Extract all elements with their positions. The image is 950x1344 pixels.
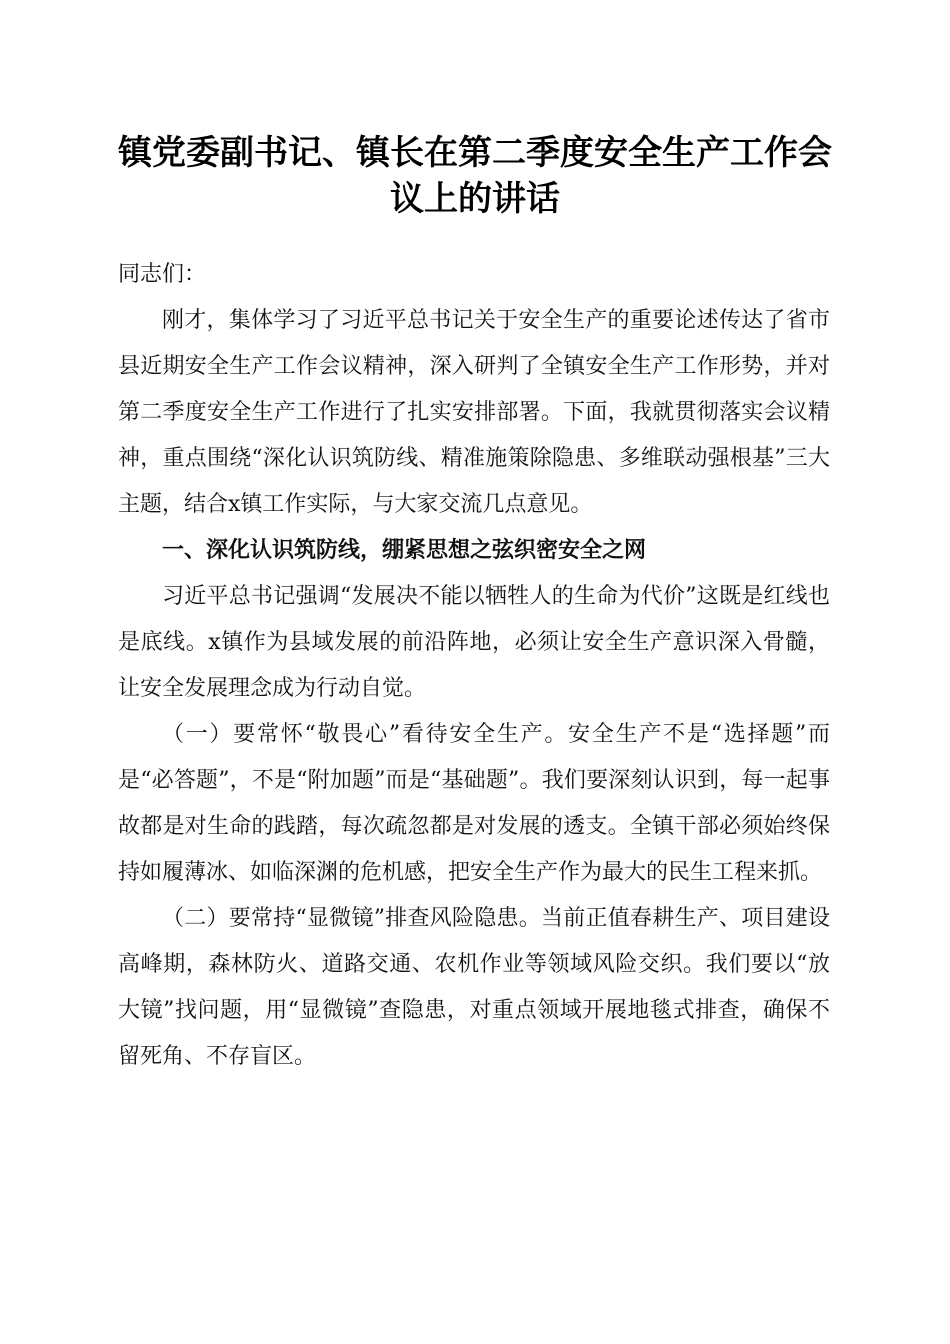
opening-paragraph: 刚才，集体学习了习近平总书记关于安全生产的重要论述传达了省市县近期安全生产工作会议精神，深入研判了全镇安全生产工作形势，并对第二季度安全生产工作进行了扎实安排部署。下面，我就贯彻落实会议精神，重点围绕“深化认识筑防线、精准施策除隐患、多维联动强根基”三大主题，结合x镇工作实际，与大家交流几点意见。 <box>118 308 830 517</box>
document-body <box>118 252 830 1080</box>
section-1-item-1: （一）要常怀“敬畏心”看待安全生产。安全生产不是“选择题”而是“必答题”，不是“附加题”而是“基础题”。我们要深刻认识到，每一起事故都是对生命的践踏，每次疏忽都是对发展的透支。全镇干部必须始终保持如履薄冰、如临深渊的危机感，把安全生产作为最大的民生工程来抓。 <box>118 722 830 885</box>
section-1-item-2: （二）要常持“显微镜”排查风险隐患。当前正值春耕生产、项目建设高峰期，森林防火、道路交通、农机作业等领域风险交织。我们要以“放大镜”找问题，用“显微镜”查隐患，对重点领域开展地毯式排查，确保不留死角、不存盲区。 <box>118 906 830 1069</box>
section-heading-1: 一、深化认识筑防线，绷紧思想之弦织密安全之网 <box>162 538 647 563</box>
salutation: 同志们： <box>118 262 207 287</box>
section-1-intro: 习近平总书记强调“发展决不能以牺牲人的生命为代价”这既是红线也是底线。x镇作为县域发展的前沿阵地，必须让安全生产意识深入骨髓，让安全发展理念成为行动自觉。 <box>118 584 830 701</box>
document-title: 镇党委副书记、镇长在第二季度安全生产工作会议上的讲话 <box>118 133 832 219</box>
